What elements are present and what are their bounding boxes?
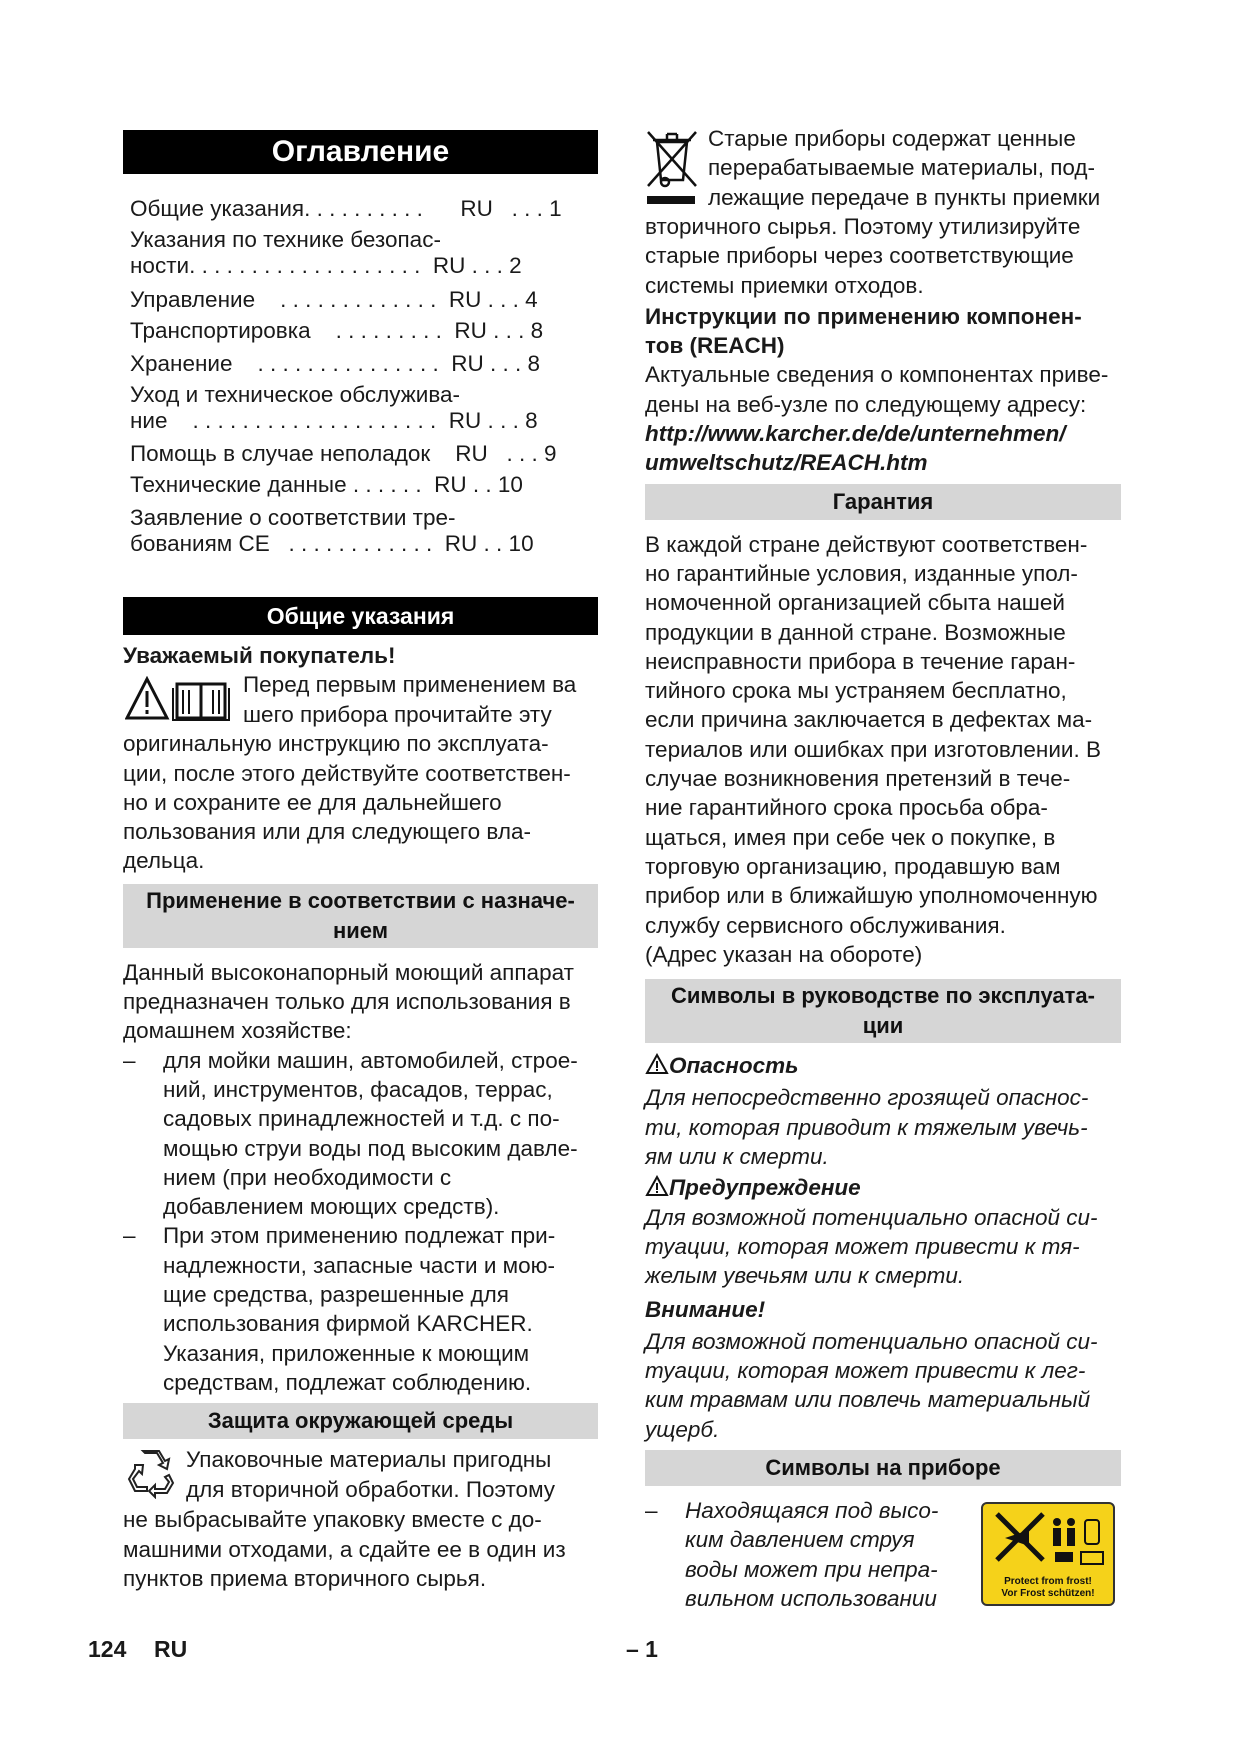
section-heading-symbols-manual: Символы в руководстве по эксплуата- ции xyxy=(645,979,1121,1043)
section-heading-environment: Защита окружающей среды xyxy=(123,1403,598,1439)
toc-entry[interactable]: Указания по технике безопас- ности. . . . . . . . . . . . . . . . . . . RU . . . 2 xyxy=(130,227,522,278)
list-dash: – xyxy=(645,1497,658,1523)
section-heading-warranty: Гарантия xyxy=(645,484,1121,520)
weee-text-indented: Старые приборы содержат ценные перерабатываемые материалы, под- лежащие передаче в пункты приемки xyxy=(708,126,1101,210)
right-column xyxy=(645,124,1121,1626)
section-heading-symbols-device: Символы на приборе xyxy=(645,1450,1121,1486)
table-of-contents xyxy=(123,196,598,557)
section-heading-usage: Применение в соответствии с назначе- нием xyxy=(123,884,598,948)
list-item xyxy=(123,1046,598,1222)
device-warning-label xyxy=(981,1502,1115,1606)
recycle-text: не выбрасывайте упаковку вместе с до- машними отходами, а сдайте ее в один из пунктов приема вторичного сырья. xyxy=(123,1507,566,1591)
reach-heading: Инструкции по применению компонен- тов (REACH) xyxy=(645,303,1082,359)
toc-title: Оглавление xyxy=(123,130,598,174)
danger-heading xyxy=(645,1051,1121,1080)
warning-label: Предупреждение xyxy=(669,1175,861,1201)
reach-link[interactable]: http://www.karcher.de/de/unternehmen/ umweltschutz/REACH.htm xyxy=(645,421,1066,476)
label-line-1: Protect from frost! xyxy=(1004,1575,1092,1587)
danger-label: Опасность xyxy=(669,1053,799,1079)
list-dash: – xyxy=(123,1223,136,1249)
customer-heading: Уважаемый покупатель! xyxy=(123,643,396,668)
toc-entry[interactable]: Технические данные . . . . . . RU . . 10 xyxy=(130,472,523,497)
warning-heading xyxy=(645,1173,1121,1202)
warning-manual-icon xyxy=(125,676,233,722)
toc-entry[interactable]: Заявление о соответствии тре- бованиям CE . . . . . . . . . . . . RU . . 10 xyxy=(130,505,534,556)
caution-text: Для возможной потенциально опасной си- туации, которая может привести к лег- ким травмам или повлечь материальный ущерб. xyxy=(645,1328,1098,1442)
list-item-text: При этом применению подлежат при- надлежности, запасные части и мою- щие средства, разрешенные для использования фирмой KARCHER. Указания, приложенные к моющим средствам, подлежат соблюдению. xyxy=(163,1223,556,1395)
reach-text: Актуальные сведения о компонентах приве- дены на веб-узле по следующему адресу: xyxy=(645,362,1109,417)
weee-text: вторичного сырья. Поэтому утилизируйте старые приборы через соответствующие системы приемки отходов. xyxy=(645,214,1081,298)
page-index: – 1 xyxy=(626,1636,658,1662)
recycle-icon xyxy=(125,1447,177,1499)
footer-language: RU xyxy=(154,1636,188,1662)
warning-text: Для возможной потенциально опасной си- туации, которая может привести к тя- желым увечьям или к смерти. xyxy=(645,1204,1098,1289)
crossed-bin-icon xyxy=(645,128,699,204)
left-column xyxy=(123,130,598,1593)
toc-entry[interactable]: Транспортировка . . . . . . . . . RU . . . 8 xyxy=(130,318,544,343)
intro-text: оригинальную инструкцию по эксплуата- ции, после этого действуйте соответствен- но и сохраните ее для дальнейшего пользования или для следующего вла- дельца. xyxy=(123,731,571,874)
pressure-jet-warning-icon xyxy=(985,1506,1111,1572)
danger-text: Для непосредственно грозящей опаснос- ти, которая приводит к тяжелым увечь- ям или к смерти. xyxy=(645,1085,1089,1170)
toc-entry[interactable]: Уход и техническое обслужива- ние . . . . . . . . . . . . . . . . . . . . RU . . . 8 xyxy=(130,382,538,433)
device-symbol-text: Находящаяся под высо- ким давлением струя воды может при непра- вильном использовании xyxy=(685,1497,939,1611)
usage-intro: Данный высоконапорный моющий аппарат предназначен только для использования в домашнем хозяйстве: xyxy=(123,959,574,1044)
label-line-2: Vor Frost schützen! xyxy=(1001,1587,1095,1599)
section-heading-general: Общие указания xyxy=(123,597,598,635)
caution-heading: Внимание! xyxy=(645,1296,766,1322)
toc-entry[interactable]: Общие указания. . . . . . . . . . RU . . . 1 xyxy=(130,196,562,221)
warning-triangle-icon xyxy=(645,1175,669,1197)
page-number: 124 xyxy=(88,1636,127,1662)
toc-entry[interactable]: Хранение . . . . . . . . . . . . . . . RU . . . 8 xyxy=(130,351,541,376)
warranty-text: В каждой стране действуют соответствен- но гарантийные условия, изданные упол- номоченной организацией сбыта нашей продукции в данной стране. Возможные неисправности прибора в течение гаран- тийного срока мы устраняем бесплатно, если причина заключается в дефектах ма- териалов или ошибках при изготовлении. В случае возникновения претензий в тече- ние гарантийного срока просьба обра- щаться, имея при себе чек о покупке, в торговую организацию, продавшую вам прибор или в ближайшую уполномоченную службу сервисного обслуживания. (Адрес указан на обороте) xyxy=(645,531,1101,967)
list-item-text: для мойки машин, автомобилей, строе- ний, инструментов, фасадов, террас, садовых принадлежностей и т.д. с по- мощью струи воды под высоким давле- нием (при необходимости с добавлением моющих средств). xyxy=(163,1047,578,1220)
toc-entry[interactable]: Управление . . . . . . . . . . . . . RU . . . 4 xyxy=(130,287,538,312)
warning-triangle-icon xyxy=(645,1053,669,1075)
list-item xyxy=(123,1221,598,1397)
toc-entry[interactable]: Помощь в случае неполадок RU . . . 9 xyxy=(130,441,557,466)
list-item xyxy=(645,1496,965,1613)
recycle-text-indented: Упаковочные материалы пригодны для вторичной обработки. Поэтому xyxy=(186,1447,556,1502)
intro-text-indented: Перед первым применением ва шего прибора прочитайте эту xyxy=(243,672,577,727)
list-dash: – xyxy=(123,1047,136,1073)
